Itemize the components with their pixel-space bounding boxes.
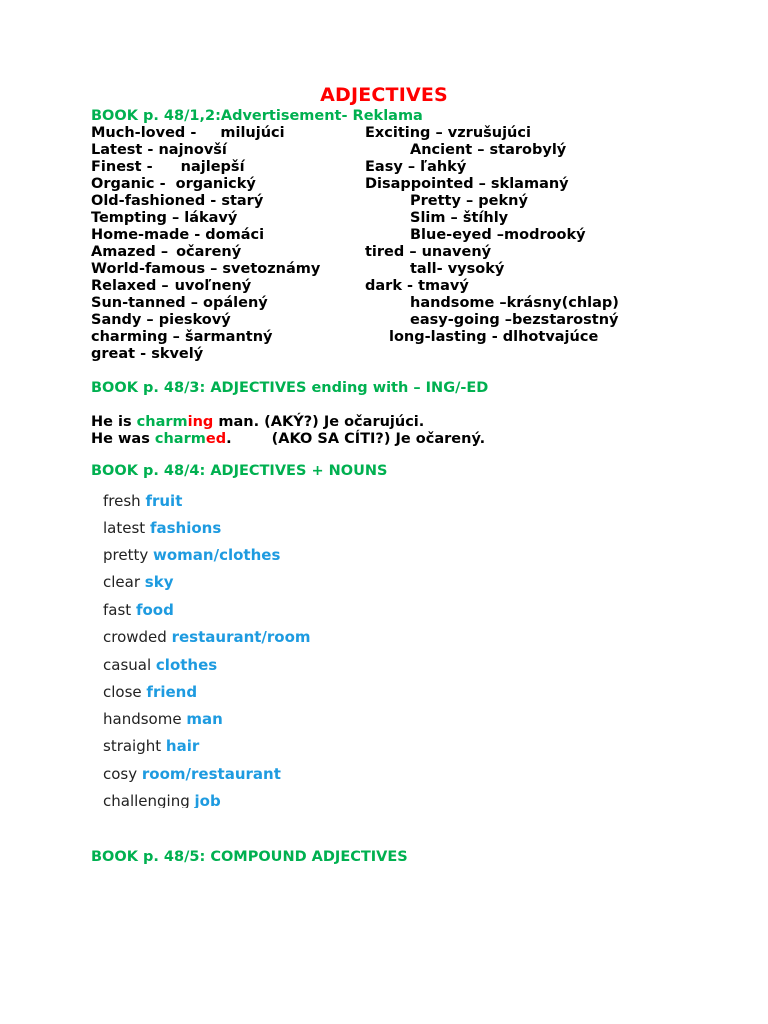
adjective-noun-collocations-image	[91, 484, 541, 808]
vocab-item: charming – šarmantný	[91, 329, 273, 345]
vocab-item: tall- vysoký	[410, 261, 505, 277]
collocation-pair: cosy room/restaurant	[103, 765, 281, 783]
vocab-item: dark - tmavý	[365, 278, 469, 294]
collocation-pair: casual clothes	[103, 656, 218, 674]
vocab-item: easy-going –bezstarostný	[410, 312, 619, 328]
vocab-item: long-lasting - dlhotvajúce	[389, 329, 599, 345]
vocab-item: Amazed – očarený	[91, 244, 242, 260]
vocab-item: Sun-tanned – opálený	[91, 295, 268, 311]
collocation-pair: fresh fruit	[103, 492, 183, 510]
vocab-item: handsome –krásny(chlap)	[410, 295, 619, 311]
vocab-item: Disappointed – sklamaný	[365, 176, 569, 192]
section-heading-ing-ed: BOOK p. 48/3: ADJECTIVES ending with – ING/-ED	[91, 380, 489, 396]
collocation-pair: straight hair	[103, 737, 200, 755]
vocab-item: Finest - najlepší	[91, 159, 245, 175]
collocation-pair: crowded restaurant/room	[103, 628, 311, 646]
vocab-item: Tempting – lákavý	[91, 210, 238, 226]
section-heading-advertisement: BOOK p. 48/1,2:Advertisement- Reklama	[91, 108, 423, 124]
vocab-item: Old-fashioned - starý	[91, 193, 264, 209]
vocab-item: Exciting – vzrušujúci	[365, 125, 531, 141]
collocation-pair: pretty woman/clothes	[103, 546, 281, 564]
collocation-pair: fast food	[103, 601, 174, 619]
vocab-item: World-famous – svetoznámy	[91, 261, 321, 277]
vocab-item: Slim – štíhly	[410, 210, 509, 226]
vocab-item: Organic - organický	[91, 176, 256, 192]
vocab-item: Home-made - domáci	[91, 227, 265, 243]
vocab-item: Ancient – starobylý	[410, 142, 567, 158]
section-heading-compound-adjectives: BOOK p. 48/5: COMPOUND ADJECTIVES	[91, 849, 408, 865]
example-sentence-ed: He was charmed. (AKO SA CÍTI?) Je očarený.	[91, 431, 486, 447]
vocab-item: Blue-eyed –modrooký	[410, 227, 586, 243]
collocation-pair: latest fashions	[103, 519, 222, 537]
collocation-pair: clear sky	[103, 573, 174, 591]
section-heading-adjectives-nouns: BOOK p. 48/4: ADJECTIVES + NOUNS	[91, 463, 388, 479]
vocab-item: Easy – ľahký	[365, 159, 467, 175]
collocation-pair: handsome man	[103, 710, 223, 728]
vocab-item: Sandy – pieskový	[91, 312, 231, 328]
vocab-item: Much-loved - milujúci	[91, 125, 285, 141]
vocab-item: tired – unavený	[365, 244, 492, 260]
page-title: ADJECTIVES	[320, 84, 448, 106]
collocation-pair: close friend	[103, 683, 198, 701]
vocab-item: Pretty – pekný	[410, 193, 528, 209]
collocation-pair: challenging job	[103, 792, 221, 808]
example-sentence-ing: He is charming man. (AKÝ?) Je očarujúci.	[91, 414, 425, 430]
vocab-item: great - skvelý	[91, 346, 204, 362]
vocab-item: Relaxed – uvoľnený	[91, 278, 252, 294]
vocab-item: Latest - najnovší	[91, 142, 227, 158]
